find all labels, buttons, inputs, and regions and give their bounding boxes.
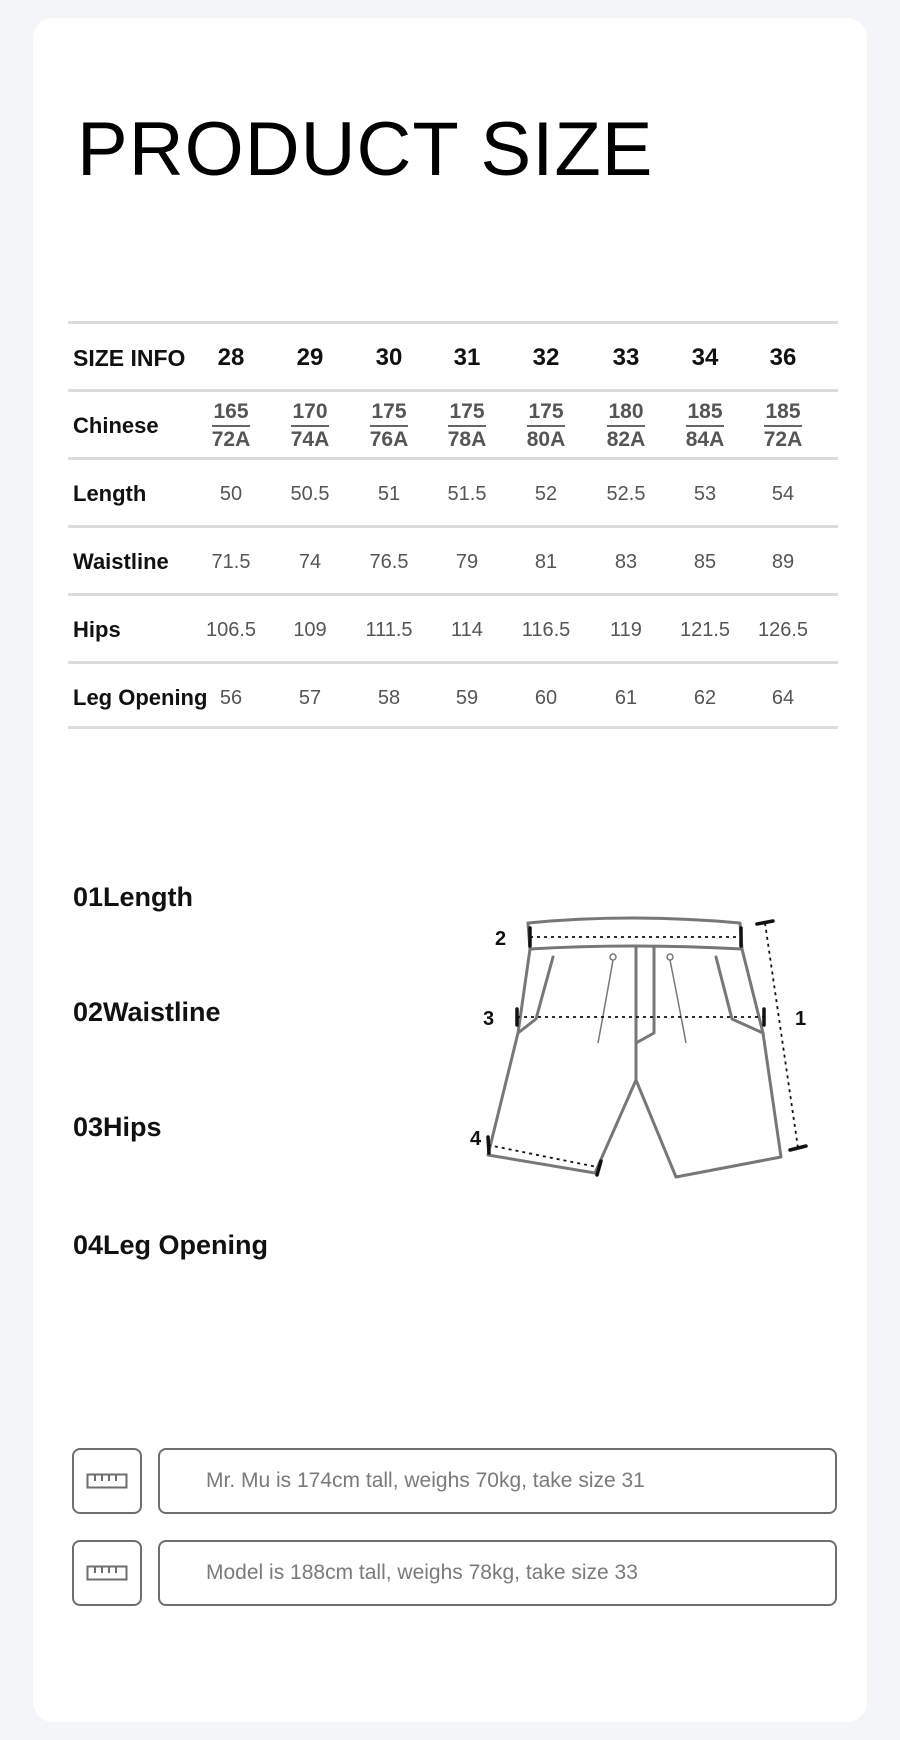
table-row-leg-opening — [68, 661, 838, 729]
table-cell: 52.5 — [606, 482, 646, 505]
row-label: Waistline — [73, 549, 169, 574]
diagram-marker-2: 2 — [495, 928, 507, 950]
table-cell: 85 — [693, 550, 717, 573]
size-header-cell: 31 — [453, 344, 481, 371]
measurement-label-length: 01Length — [73, 882, 194, 912]
size-header-cell: 30 — [375, 344, 403, 371]
table-cell: 54 — [771, 482, 795, 505]
chinese-size-cell: $\frac{185}{84A}$ — [685, 400, 725, 451]
ruler-icon — [72, 1540, 142, 1606]
table-cell: 126.5 — [757, 618, 809, 641]
model-info-row — [72, 1448, 837, 1514]
table-cell: 50 — [219, 482, 243, 505]
table-cell: 60 — [534, 686, 558, 709]
table-cell: 76.5 — [369, 550, 409, 573]
table-header-row — [68, 321, 838, 389]
chinese-size-cell: $\frac{180}{82A}$ — [606, 400, 646, 451]
table-cell: 114 — [451, 618, 483, 641]
size-header-cell: 28 — [217, 344, 245, 371]
table-cell: 57 — [298, 686, 322, 709]
table-cell: 59 — [455, 686, 479, 709]
measurement-label-leg-opening: 04Leg Opening — [73, 1230, 269, 1260]
size-header-cell: 34 — [691, 344, 719, 371]
chinese-size-cell: $\frac{185}{72A}$ — [763, 400, 803, 451]
table-row-waistline — [68, 525, 838, 593]
table-cell: 106.5 — [205, 618, 257, 641]
table-cell: 121.5 — [679, 618, 731, 641]
model-info-row — [72, 1540, 837, 1606]
measurement-label-hips: 03Hips — [73, 1112, 162, 1142]
size-header-cell: 36 — [769, 344, 797, 371]
table-cell: 74 — [298, 550, 322, 573]
table-cell: 111.5 — [365, 618, 413, 641]
row-label: Leg Opening — [73, 685, 208, 710]
table-cell: 83 — [614, 550, 638, 573]
ruler-icon — [72, 1448, 142, 1514]
size-info-label: SIZE INFO — [73, 344, 186, 371]
chinese-size-cell: $\frac{175}{76A}$ — [369, 400, 409, 451]
model-info-text: Mr. Mu is 174cm tall, weighs 70kg, take size 31 — [158, 1448, 837, 1514]
chinese-size-cell: $\frac{165}{72A}$ — [211, 400, 251, 451]
row-label: Hips — [73, 617, 121, 642]
table-cell: 116.5 — [521, 618, 571, 641]
table-row-length — [68, 457, 838, 525]
table-cell: 53 — [693, 482, 717, 505]
table-cell: 109 — [293, 618, 327, 641]
page-title: PRODUCT SIZE — [77, 107, 654, 192]
table-cell: 52 — [534, 482, 558, 505]
row-label: Chinese — [73, 413, 159, 438]
table-cell: 62 — [693, 686, 717, 709]
table-cell: 58 — [377, 686, 401, 709]
chinese-size-cell: $\frac{175}{78A}$ — [447, 400, 487, 451]
model-info-text: Model is 188cm tall, weighs 78kg, take size 33 — [158, 1540, 837, 1606]
row-label: Length — [73, 481, 147, 506]
diagram-marker-4: 4 — [470, 1128, 482, 1150]
table-cell: 119 — [610, 618, 642, 641]
table-cell: 89 — [771, 550, 795, 573]
table-cell: 50.5 — [290, 482, 330, 505]
table-row-hips — [68, 593, 838, 661]
table-cell: 81 — [534, 550, 558, 573]
chinese-size-cell: $\frac{170}{74A}$ — [290, 400, 330, 451]
table-cell: 51 — [377, 482, 401, 505]
size-header-cell: 32 — [532, 344, 560, 371]
chinese-size-cell: $\frac{175}{80A}$ — [526, 400, 566, 451]
shorts-diagram-icon — [460, 905, 840, 1205]
table-cell: 61 — [614, 686, 638, 709]
table-cell: 64 — [771, 686, 795, 709]
size-header-cell: 29 — [296, 344, 324, 371]
diagram-marker-3: 3 — [483, 1008, 495, 1030]
table-cell: 51.5 — [447, 482, 487, 505]
diagram-marker-1: 1 — [795, 1008, 807, 1030]
table-cell: 71.5 — [211, 550, 251, 573]
table-row-chinese — [68, 389, 838, 457]
table-cell: 56 — [219, 686, 243, 709]
table-cell: 79 — [455, 550, 479, 573]
size-header-cell: 33 — [612, 344, 640, 371]
measurement-label-waistline: 02Waistline — [73, 997, 221, 1027]
size-table — [68, 321, 838, 729]
